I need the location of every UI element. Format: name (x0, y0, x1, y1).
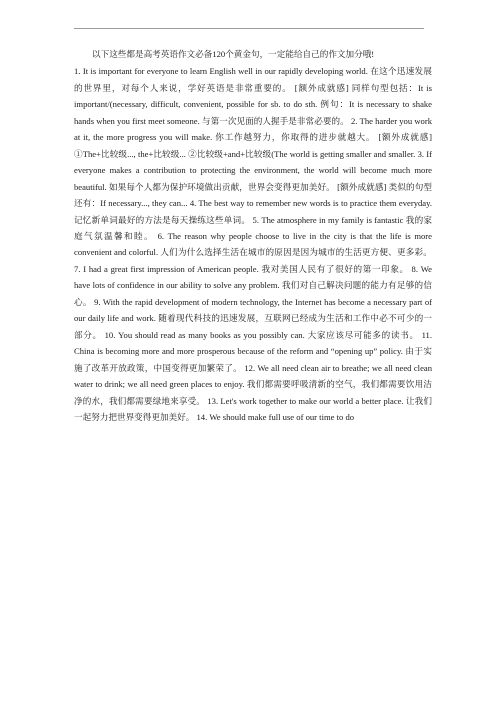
sentence-zh: 我们对自己解决问题的能力有足够的信心。 (74, 280, 432, 307)
sentence-zh: 人们为什么选择生活在城市的原因是因为城市的生活更方便、更多彩。 (160, 247, 432, 258)
sentence-en: 3. If everyone makes a contribution to protecting the environment, the world will become much more beautiful. (74, 148, 432, 192)
sentence-en: 14. We should make full use of our time to do (196, 411, 355, 422)
sentence-en: 4. The best way to remember new words is to practice them everyday. (189, 198, 432, 209)
sentence-en: 12. We all need clean air to breathe; we all need clean water to drink; we all need green places to enjoy. (74, 362, 432, 390)
sentence-zh: 随着现代科技的迅速发展，互联网已经成为生活和工作中必不可少的一部分。 (74, 313, 433, 340)
sentence-en: 8. We have lots of confidence in our ability to solve any problem. (74, 263, 432, 291)
sentence-7 (74, 264, 412, 274)
sentence-note: [额外成就感] 同样句型包括：It is important/(necessary, difficult, convenient, possible for sb. to do sth. 例句：It is necessary to shake hands when you first meet someone. 与第一次见面的人握手是非常必要的。 (74, 82, 432, 126)
sentence-zh: 让我们一起努力把世界变得更加美好。 (74, 395, 432, 422)
sentence-en: 10. You should read as many books as you possibly can. (104, 329, 305, 340)
sentence-zh: 在这个迅速发展的世界里，对每个人来说，学好英语是非常重要的。 (74, 66, 432, 93)
sentence-zh: 我对美国人民有了很好的第一印象。 (261, 263, 409, 274)
sentence-zh: 如果每个人都为保护环境做出贡献，世界会变得更加美好。 (108, 181, 335, 192)
sentence-zh: 由于实施了改革开放政策，中国变得更加繁荣了。 (74, 346, 432, 373)
sentence-en: 1. It is important for everyone to learn English well in our rapidly developing world. (74, 66, 368, 77)
sentence-en: 6. The reason why people choose to live in the city is that the life is more convenient and colorful. (74, 230, 432, 258)
sentence-en: 5. The atmosphere in my family is fantastic (252, 214, 404, 225)
sentence-14 (196, 412, 354, 422)
sentence-zh: 我的家庭气氛温馨和睦。 (74, 214, 432, 241)
sentence-en: 9. With the rapid development of modern technology, the Internet has become a necessary part of our daily life and work. (74, 296, 432, 324)
sentence-10 (105, 330, 422, 340)
document-body (74, 46, 432, 425)
sentence-list (74, 63, 432, 425)
sentence-zh: 我们都需要呼吸清新的空气，我们都需要饮用洁净的水，我们都需要绿地来享受。 (74, 379, 432, 406)
sentence-note: [额外成就感] 类似的句型还有：If necessary..., they can... (74, 181, 432, 209)
sentence-zh: 你工作越努力，你取得的进步就越大。 (215, 132, 376, 143)
sentence-en: 2. The harder you work at it, the more progress you will make. (74, 115, 433, 143)
sentence-en: 7. I had a great first impression of American people. (74, 263, 259, 274)
sentence-en: 11. China is becoming more and more prosperous because of the reform and “opening up” policy. (74, 329, 432, 357)
sentence-en: 13. Let's work together to make our world a better place. (207, 395, 404, 406)
header-rule (74, 28, 424, 29)
intro-text: 以下这些都是高考英语作文必备120个黄金句，一定能给自己的作文加分哦! (92, 49, 375, 59)
sentence-zh: 大家应该尽可能多的读书。 (307, 329, 419, 340)
sentence-note: [额外成就感] ①The+比较级..., the+比较级... ②比较级+and+比较级(The world is getting smaller and smaller. (74, 132, 432, 159)
sentence-zh: 记忆新单词最好的方法是每天操练这些单词。 (74, 214, 251, 225)
